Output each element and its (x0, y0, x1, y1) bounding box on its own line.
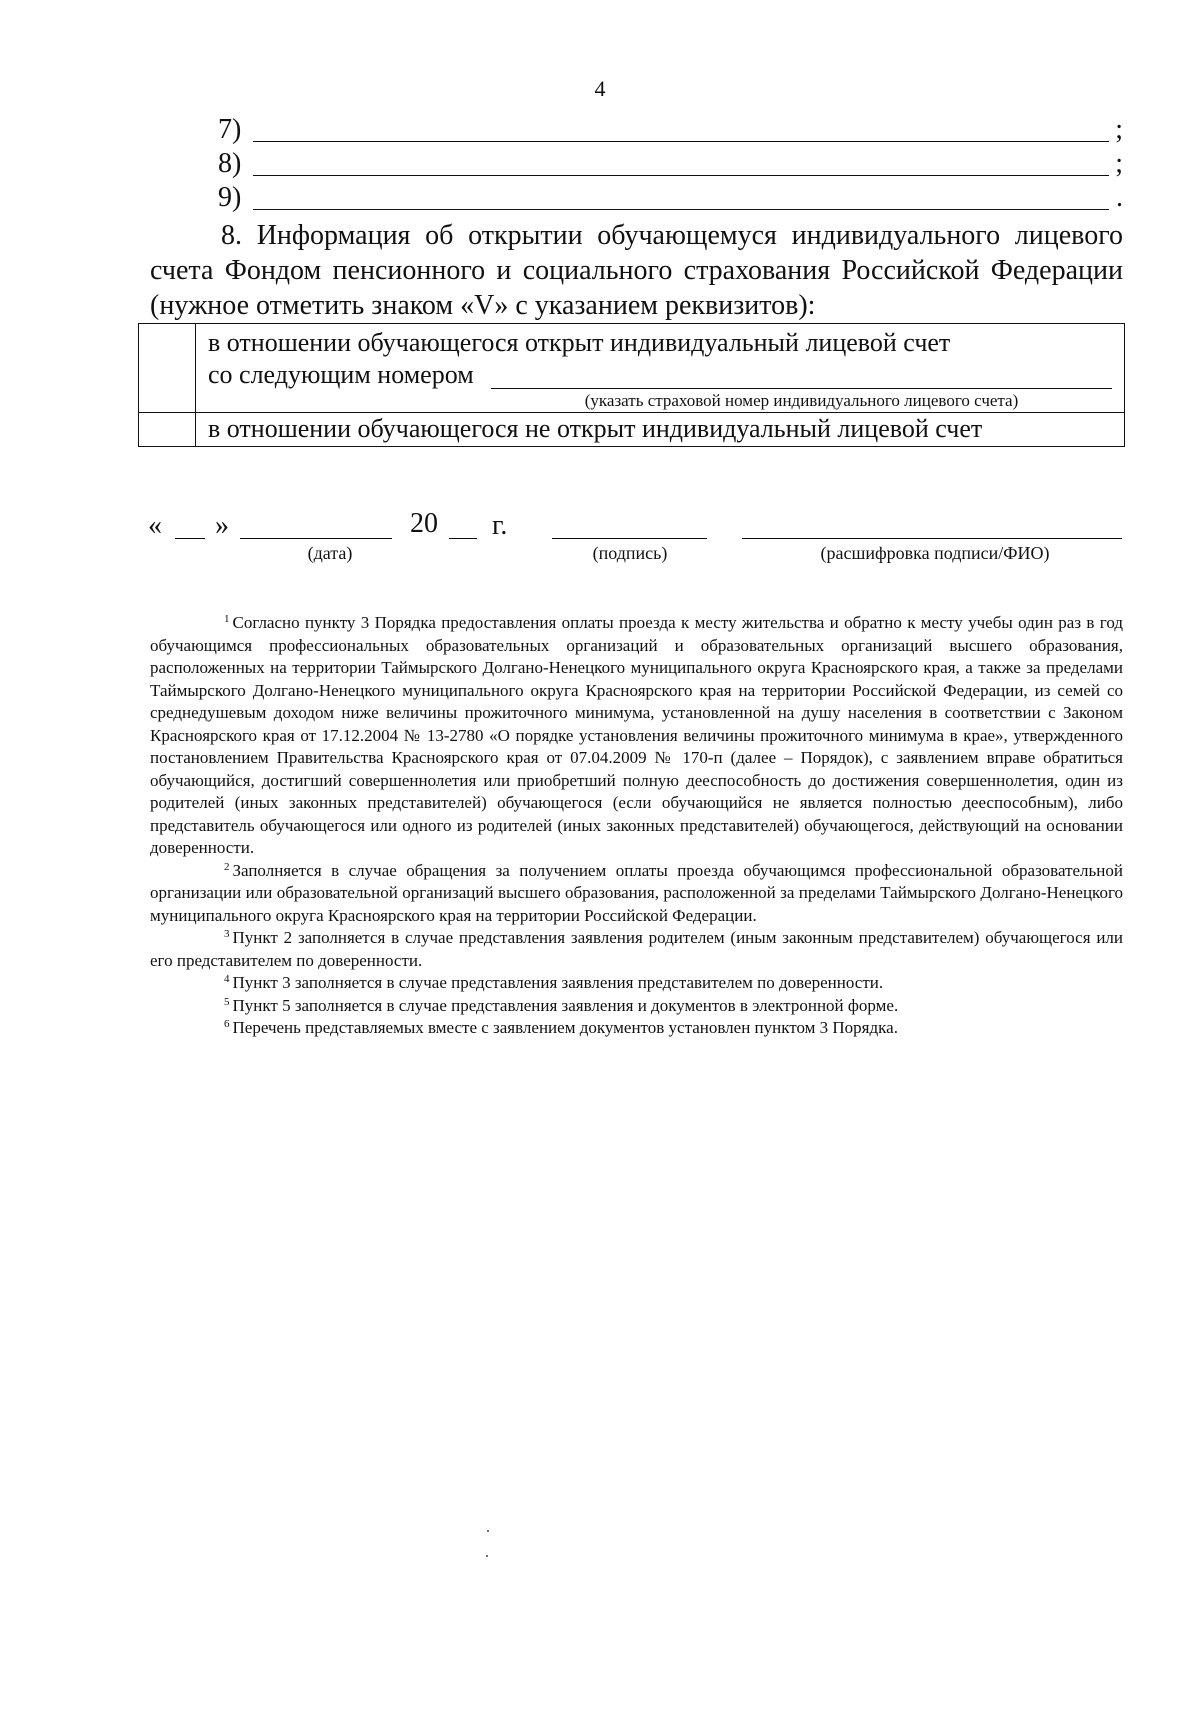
footnote-mark: 4 (224, 973, 230, 985)
footnote-text: Пункт 3 заполняется в случае представления заявления представителем по доверенности. (232, 973, 884, 992)
list-item-number: 7) (218, 114, 242, 145)
footnote-text: Пункт 2 заполняется в случае представления заявления родителем (иным законным представителем) обучающегося или его представителем по доверенности. (150, 928, 1123, 970)
footnote-1 (150, 612, 1123, 860)
list-item-9 (218, 180, 1123, 214)
list-item-number: 9) (218, 182, 242, 213)
option-text (196, 413, 1124, 446)
option-opened-line2: со следующим номером (208, 360, 474, 389)
footnote-6 (150, 1017, 1123, 1040)
footnote-text: Перечень представляемых вместе с заявлением документов установлен пунктом 3 Порядка. (232, 1018, 898, 1037)
list-item-8 (218, 146, 1123, 180)
option-not-opened-line1: в отношении обучающегося не открыт индивидуальный лицевой счет (208, 414, 983, 443)
page-number: 4 (594, 76, 606, 101)
footnote-2 (150, 860, 1123, 928)
scan-speck (486, 1555, 488, 1557)
footnote-mark: 2 (224, 860, 230, 873)
date-caption: (дата) (307, 543, 353, 563)
scan-speck (487, 1530, 489, 1532)
day-field[interactable] (175, 538, 205, 539)
name-caption: (расшифровка подписи/ФИО) (820, 543, 1050, 563)
footnote-mark: 1 (224, 613, 230, 625)
account-options-table (138, 323, 1125, 447)
footnote-mark: 3 (224, 928, 230, 940)
section-8-paragraph: 8. Информация об открытии обучающемуся индивидуального лицевого счета Фондом пенсионного и социального страхования Российской Федерации (нужное отметить знаком «V» с указанием реквизитов): (150, 220, 1123, 321)
signature-caption: (подпись) (592, 543, 668, 563)
list-item-blank-line (253, 209, 1109, 210)
footnote-3 (150, 927, 1123, 972)
footnote-mark: 5 (224, 995, 230, 1008)
full-name-field[interactable] (742, 538, 1122, 539)
option-opened-line1: в отношении обучающегося открыт индивидуальный лицевой счет (208, 328, 951, 357)
list-item-ending: ; (1115, 148, 1123, 179)
account-not-opened-checkbox[interactable] (139, 413, 196, 446)
date-quote-open: « (148, 510, 162, 541)
list-item-ending: . (1116, 182, 1123, 213)
year-suffix: г. (492, 510, 508, 541)
year-prefix: 20 (410, 508, 438, 539)
account-opened-checkbox[interactable] (139, 324, 196, 412)
footnote-5 (150, 995, 1123, 1018)
option-account-opened (139, 324, 1124, 412)
list-item-blank-line (253, 175, 1109, 176)
year-field[interactable] (449, 538, 477, 539)
footnote-text: Согласно пункту 3 Порядка предоставления оплаты проезда к месту жительства и обратно к месту учебы один раз в год обучающимся профессиональных образовательных организаций и образовательных организаций высшего образования, расположенных на территории Таймырского Долгано-Ненецкого муниципального округа Красноярского края, а также за пределами Таймырского Долгано-Ненецкого муниципального округа Красноярского края на территории Российской Федерации, из семей со среднедушевым доходом ниже величины прожиточного минимума, установленной на душу населения в соответствии с Законом Красноярского края от 17.12.2004 № 13-2780 «О порядке установления величины прожиточного минимума в крае», утвержденного постановлением Правительства Красноярского края от 07.04.2009 № 170-п (далее – Порядок), с заявлением вправе обратиться обучающийся, достигший совершеннолетия или приобретший полную дееспособность до достижения совершеннолетия, один из родителей (иных законных представителей) обучающегося (если обучающийся не является полностью дееспособным), либо представитель обучающегося или одного из родителей (иных законных представителей) обучающегося, действующий на основании доверенности. (150, 613, 1123, 857)
option-account-not-opened (139, 412, 1124, 446)
footnotes (150, 612, 1123, 1040)
list-item-blank-line (253, 141, 1109, 142)
list-item-ending: ; (1115, 114, 1123, 145)
list-item-7 (218, 112, 1123, 146)
footnote-mark: 6 (224, 1018, 230, 1030)
account-number-field[interactable] (491, 388, 1112, 389)
date-quote-close: » (215, 510, 229, 541)
footnote-text: Пункт 5 заполняется в случае представления заявления и документов в электронной форме. (232, 995, 899, 1015)
footnote-4 (150, 972, 1123, 995)
month-field[interactable] (240, 538, 392, 539)
account-number-hint: (указать страховой номер индивидуального лицевого счета) (584, 391, 1019, 410)
option-text (196, 324, 1124, 412)
signature-field[interactable] (552, 538, 707, 539)
footnote-text: Заполняется в случае обращения за получением оплаты проезда обучающимся профессиональной образовательной организации или образовательной организаций высшего образования, расположенной за пределами Таймырского Долгано-Ненецкого муниципального округа Красноярского края на территории Российской Федерации. (150, 860, 1123, 925)
list-item-number: 8) (218, 148, 242, 179)
